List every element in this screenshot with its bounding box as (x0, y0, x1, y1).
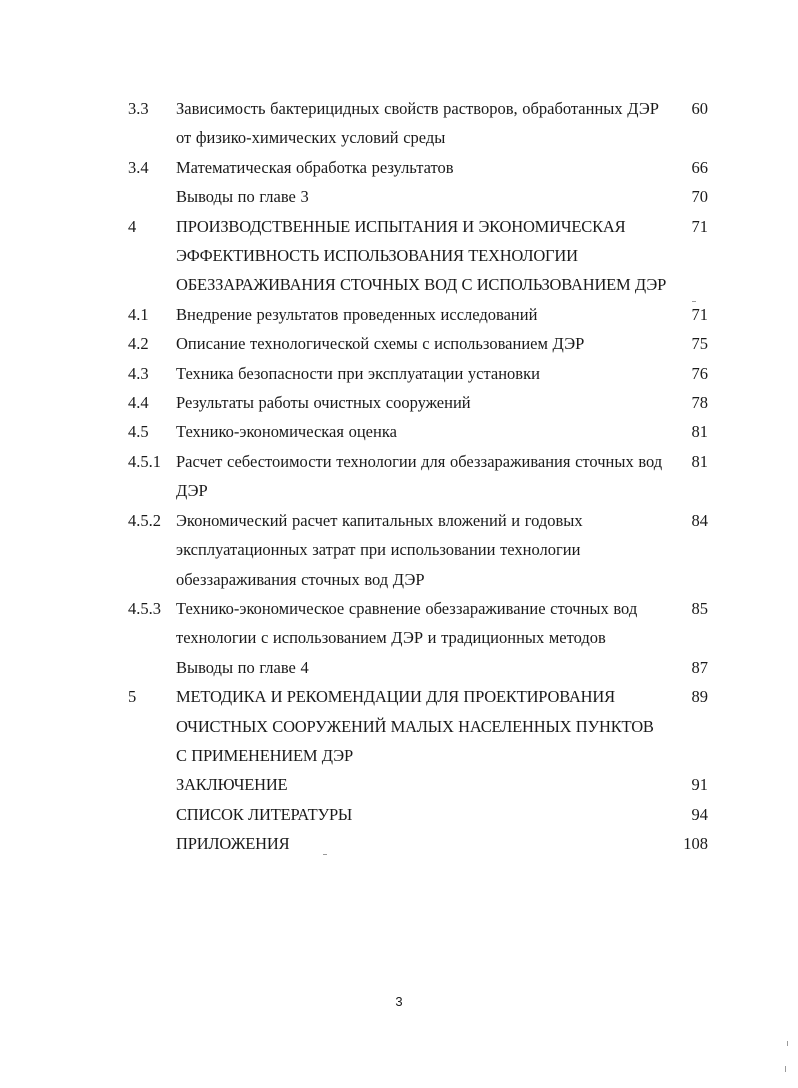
toc-entry-page: 87 (691, 657, 708, 677)
page-number: 3 (395, 994, 403, 1009)
toc-entry-page: 108 (683, 834, 708, 854)
toc-entry-number: 3.4 (128, 157, 149, 177)
toc-entry-number: 4.3 (128, 363, 149, 383)
toc-entry-page: 81 (691, 451, 708, 471)
toc-entry-title: ПРОИЗВОДСТВЕННЫЕ ИСПЫТАНИЯ И ЭКОНОМИЧЕСКАЯ ЭФФЕКТИВНОСТЬ ИСПОЛЬЗОВАНИЯ ТЕХНОЛОГИИ ОБЕЗЗАРАЖИВАНИЯ СТОЧНЫХ ВОД С ИСПОЛЬЗОВАНИЕМ ДЭР (176, 216, 667, 295)
toc-entry-4 (0, 212, 798, 300)
toc-entry-number: 4.4 (128, 393, 149, 413)
toc-entry-4-1 (0, 300, 798, 329)
toc-entry-page: 75 (691, 334, 708, 354)
toc-entry-3-4 (0, 153, 798, 182)
toc-entry-number: 3.3 (128, 99, 149, 118)
toc-entry-4-2 (0, 329, 798, 358)
scan-speck (323, 854, 327, 855)
toc-entry-number: 4.5.2 (128, 510, 161, 530)
toc-entry-title: Зависимость бактерицидных свойств растворов, обработанных ДЭР от физико-химических условий среды (176, 99, 659, 148)
toc-entry-page: 81 (691, 422, 708, 442)
toc-entry-4-4 (0, 388, 798, 417)
toc-entry-number: 4.5.1 (128, 451, 161, 471)
toc-entry-page: 71 (691, 216, 708, 236)
toc-entry-page: 60 (691, 99, 708, 118)
toc-entry-page: 76 (691, 363, 708, 383)
toc-entry-page: 78 (691, 393, 708, 413)
toc-entry-title: Выводы по главе 4 (176, 657, 309, 677)
toc-entry-page: 70 (691, 187, 708, 207)
toc-entry-references (0, 800, 798, 829)
toc-entry-title: Техника безопасности при эксплуатации установки (176, 363, 540, 383)
toc-entry-title: Расчет себестоимости технологии для обеззараживания сточных вод ДЭР (176, 451, 663, 501)
toc-entry-conclusions-ch3 (0, 182, 798, 211)
table-of-contents (0, 94, 798, 859)
toc-entry-title: ЗАКЛЮЧЕНИЕ (176, 775, 288, 795)
toc-entry-title: Выводы по главе 3 (176, 187, 309, 207)
toc-entry-page: 66 (691, 157, 708, 177)
toc-entry-title: МЕТОДИКА И РЕКОМЕНДАЦИИ ДЛЯ ПРОЕКТИРОВАНИЯ ОЧИСТНЫХ СООРУЖЕНИЙ МАЛЫХ НАСЕЛЕННЫХ ПУНКТОВ С ПРИМЕНЕНИЕМ ДЭР (176, 687, 654, 765)
toc-entry-conclusion (0, 770, 798, 799)
toc-entry-number: 5 (128, 687, 137, 707)
toc-entry-4-3 (0, 359, 798, 388)
toc-entry-title: Описание технологической схемы с использованием ДЭР (176, 334, 585, 354)
toc-entry-title: Технико-экономическое сравнение обеззараживание сточных вод технологии с использованием ДЭР и традиционных методов (176, 598, 638, 648)
toc-entry-conclusions-ch4 (0, 653, 798, 682)
scan-speck (785, 1066, 786, 1072)
toc-entry-page: 84 (691, 510, 708, 530)
toc-entry-title: Результаты работы очистных сооружений (176, 393, 471, 413)
toc-entry-title: Экономический расчет капитальных вложений и годовых эксплуатационных затрат при использовании технологии обеззараживания сточных вод ДЭР (176, 510, 583, 589)
toc-entry-5 (0, 682, 798, 770)
toc-entry-4-5-1 (0, 447, 798, 506)
toc-entry-4-5-2 (0, 506, 798, 594)
toc-entry-title: Внедрение результатов проведенных исследований (176, 304, 538, 324)
scan-speck (787, 1041, 788, 1046)
toc-entry-number: 4.2 (128, 334, 149, 354)
toc-entry-page: 71 (691, 304, 708, 324)
toc-entry-title: Технико-экономическая оценка (176, 422, 397, 442)
toc-entry-number: 4 (128, 216, 137, 236)
toc-entry-appendices (0, 829, 798, 858)
toc-entry-number: 4.5.3 (128, 598, 161, 618)
toc-entry-number: 4.5 (128, 422, 149, 442)
toc-entry-title: СПИСОК ЛИТЕРАТУРЫ (176, 804, 353, 824)
toc-entry-page: 89 (691, 687, 708, 707)
scan-speck (692, 301, 696, 302)
toc-entry-page: 91 (691, 775, 708, 795)
toc-entry-page: 85 (691, 598, 708, 618)
toc-entry-number: 4.1 (128, 304, 149, 324)
toc-entry-title: ПРИЛОЖЕНИЯ (176, 834, 290, 854)
toc-entry-title: Математическая обработка результатов (176, 157, 454, 177)
toc-entry-3-3 (0, 94, 798, 153)
toc-entry-4-5 (0, 417, 798, 446)
toc-entry-page: 94 (691, 804, 708, 824)
toc-entry-4-5-3 (0, 594, 798, 653)
